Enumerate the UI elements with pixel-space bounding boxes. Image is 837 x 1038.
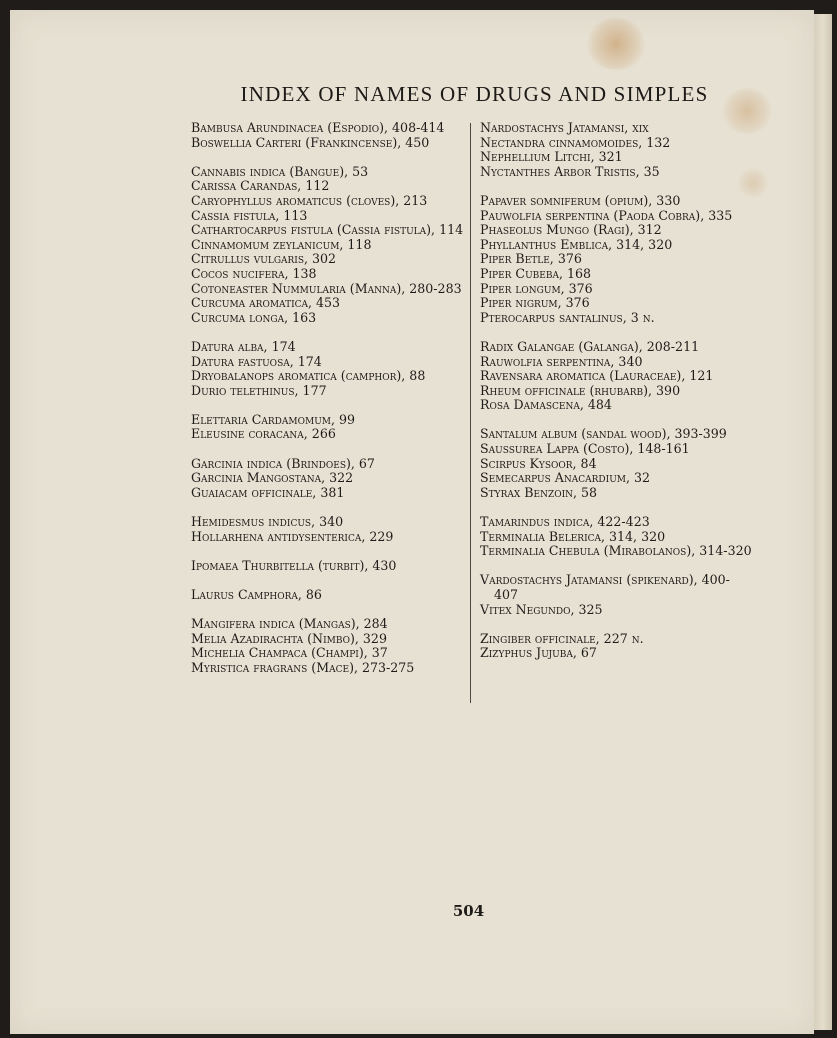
index-entry: Scirpus Kysoor, 84 (480, 455, 597, 471)
index-entry: Garcinia Mangostana, 322 (191, 470, 354, 486)
index-entry: Zizyphus Jujuba, 67 (480, 645, 597, 661)
index-entry: Ravensara aromatica (Lauraceae), 121 (480, 368, 714, 384)
index-entry: Vardostachys Jatamansi (spikenard), 400-407 (480, 572, 730, 602)
index-entry: Papaver somniferum (opium), 330 (480, 192, 681, 208)
entry-gap (191, 500, 467, 515)
index-entry: Guaiacam officinale, 381 (191, 484, 345, 500)
page-title: INDEX OF NAMES OF DRUGS AND SIMPLES (240, 82, 709, 106)
index-entry: Cannabis indica (Bangue), 53 (191, 163, 369, 179)
index-entry: Elettaria Cardamomum, 99 (191, 411, 356, 427)
entry-gap (191, 603, 467, 618)
index-entry: Semecarpus Anacardium, 32 (480, 470, 651, 486)
index-entry: Vitex Negundo, 325 (480, 601, 603, 617)
index-entry: Datura alba, 174 (191, 338, 296, 354)
index-entry: Eleusine coracana, 266 (191, 426, 336, 442)
index-column-right (480, 121, 752, 661)
index-entry: Radix Galangae (Galanga), 208-211 (480, 338, 700, 354)
entry-gap (191, 325, 467, 340)
index-entry: Piper Betle, 376 (480, 251, 582, 267)
index-entry: Piper nigrum, 376 (480, 295, 590, 311)
index-entry: Datura fastuosa, 174 (191, 353, 322, 369)
index-entry: Tamarindus indica, 422-423 (480, 514, 650, 530)
foxing-stain (586, 18, 646, 70)
entry-gap (480, 617, 752, 632)
index-entry: Ipomaea Thurbitella (turbit), 430 (191, 557, 397, 573)
page-number: 504 (452, 902, 485, 920)
index-entry: Carissa Carandas, 112 (191, 178, 330, 194)
index-entry: Nephellium Litchi, 321 (480, 149, 623, 165)
index-entry: Rauwolfia serpentina, 340 (480, 353, 643, 369)
index-entry: Rosa Damascena, 484 (480, 397, 612, 413)
entry-gap (480, 500, 752, 515)
index-entry: Laurus Camphora, 86 (191, 587, 322, 602)
index-entry: Rheum officinale (rhubarb), 390 (480, 382, 681, 398)
index-entry: Phaseolus Mungo (Ragi), 312 (480, 222, 662, 238)
index-entry: Bambusa Arundinacea (Espodio), 408-414 (191, 120, 445, 135)
entry-gap (191, 442, 467, 457)
entry-gap (191, 573, 467, 588)
index-entry: Dryobalanops aromatica (camphor), 88 (191, 368, 426, 384)
index-entry: Boswellia Carteri (Frankincense), 450 (191, 134, 430, 150)
index-entry: Pauwolfia serpentina (Paoda Cobra), 335 (480, 207, 733, 223)
index-entry: Caryophyllus aromaticus (cloves), 213 (191, 192, 428, 208)
column-divider (470, 123, 471, 703)
index-entry: Zingiber officinale, 227 n. (480, 630, 644, 646)
entry-gap (191, 544, 467, 559)
index-entry: Nyctanthes Arbor Tristis, 35 (480, 163, 660, 179)
index-entry: Terminalia Belerica, 314, 320 (480, 528, 666, 544)
index-entry: Myristica fragrans (Mace), 273-275 (191, 659, 415, 675)
entry-gap (480, 413, 752, 428)
index-entry: Durio telethinus, 177 (191, 382, 327, 398)
index-entry: Santalum album (sandal wood), 393-399 (480, 426, 727, 442)
index-entry: Mangifera indica (Mangas), 284 (191, 616, 388, 632)
index-entry: Melia Azadirachta (Nimbo), 329 (191, 630, 387, 646)
index-entry: Garcinia indica (Brindoes), 67 (191, 455, 375, 471)
index-entry: Cinnamomum zeylanicum, 118 (191, 236, 372, 252)
index-column-left (191, 121, 467, 676)
index-entry: Hemidesmus indicus, 340 (191, 514, 344, 530)
index-entry: Pterocarpus santalinus, 3 n. (480, 309, 655, 325)
entry-gap (191, 398, 467, 413)
index-entry: Cathartocarpus fistula (Cassia fistula), 114 (191, 222, 464, 238)
index-entry: Nardostachys Jatamansi, xix (480, 120, 649, 135)
index-entry: Saussurea Lappa (Costo), 148-161 (480, 441, 690, 457)
index-entry: Citrullus vulgaris, 302 (191, 251, 337, 267)
index-entry: Piper longum, 376 (480, 280, 593, 296)
index-entry: Cotoneaster Nummularia (Manna), 280-283 (191, 280, 462, 296)
index-entry: Styrax Benzoin, 58 (480, 484, 598, 500)
entry-gap (191, 150, 467, 165)
index-entry: Nectandra cinnamomoides, 132 (480, 134, 671, 150)
index-entry: Hollarhena antidysenterica, 229 (191, 528, 394, 544)
index-entry: Cassia fistula, 113 (191, 207, 308, 223)
page-edge (814, 14, 832, 1030)
index-entry: Cocos nucifera, 138 (191, 265, 317, 281)
index-entry: Phyllanthus Emblica, 314, 320 (480, 236, 673, 252)
entry-gap (480, 559, 752, 574)
entry-gap (480, 325, 752, 340)
index-entry: Curcuma longa, 163 (191, 309, 317, 325)
entry-gap (480, 179, 752, 194)
index-entry: Curcuma aromatica, 453 (191, 295, 341, 311)
index-entry: Michelia Champaca (Champi), 37 (191, 645, 388, 661)
index-entry: Piper Cubeba, 168 (480, 265, 591, 281)
index-entry: Terminalia Chebula (Mirabolanos), 314-320 (480, 543, 752, 559)
